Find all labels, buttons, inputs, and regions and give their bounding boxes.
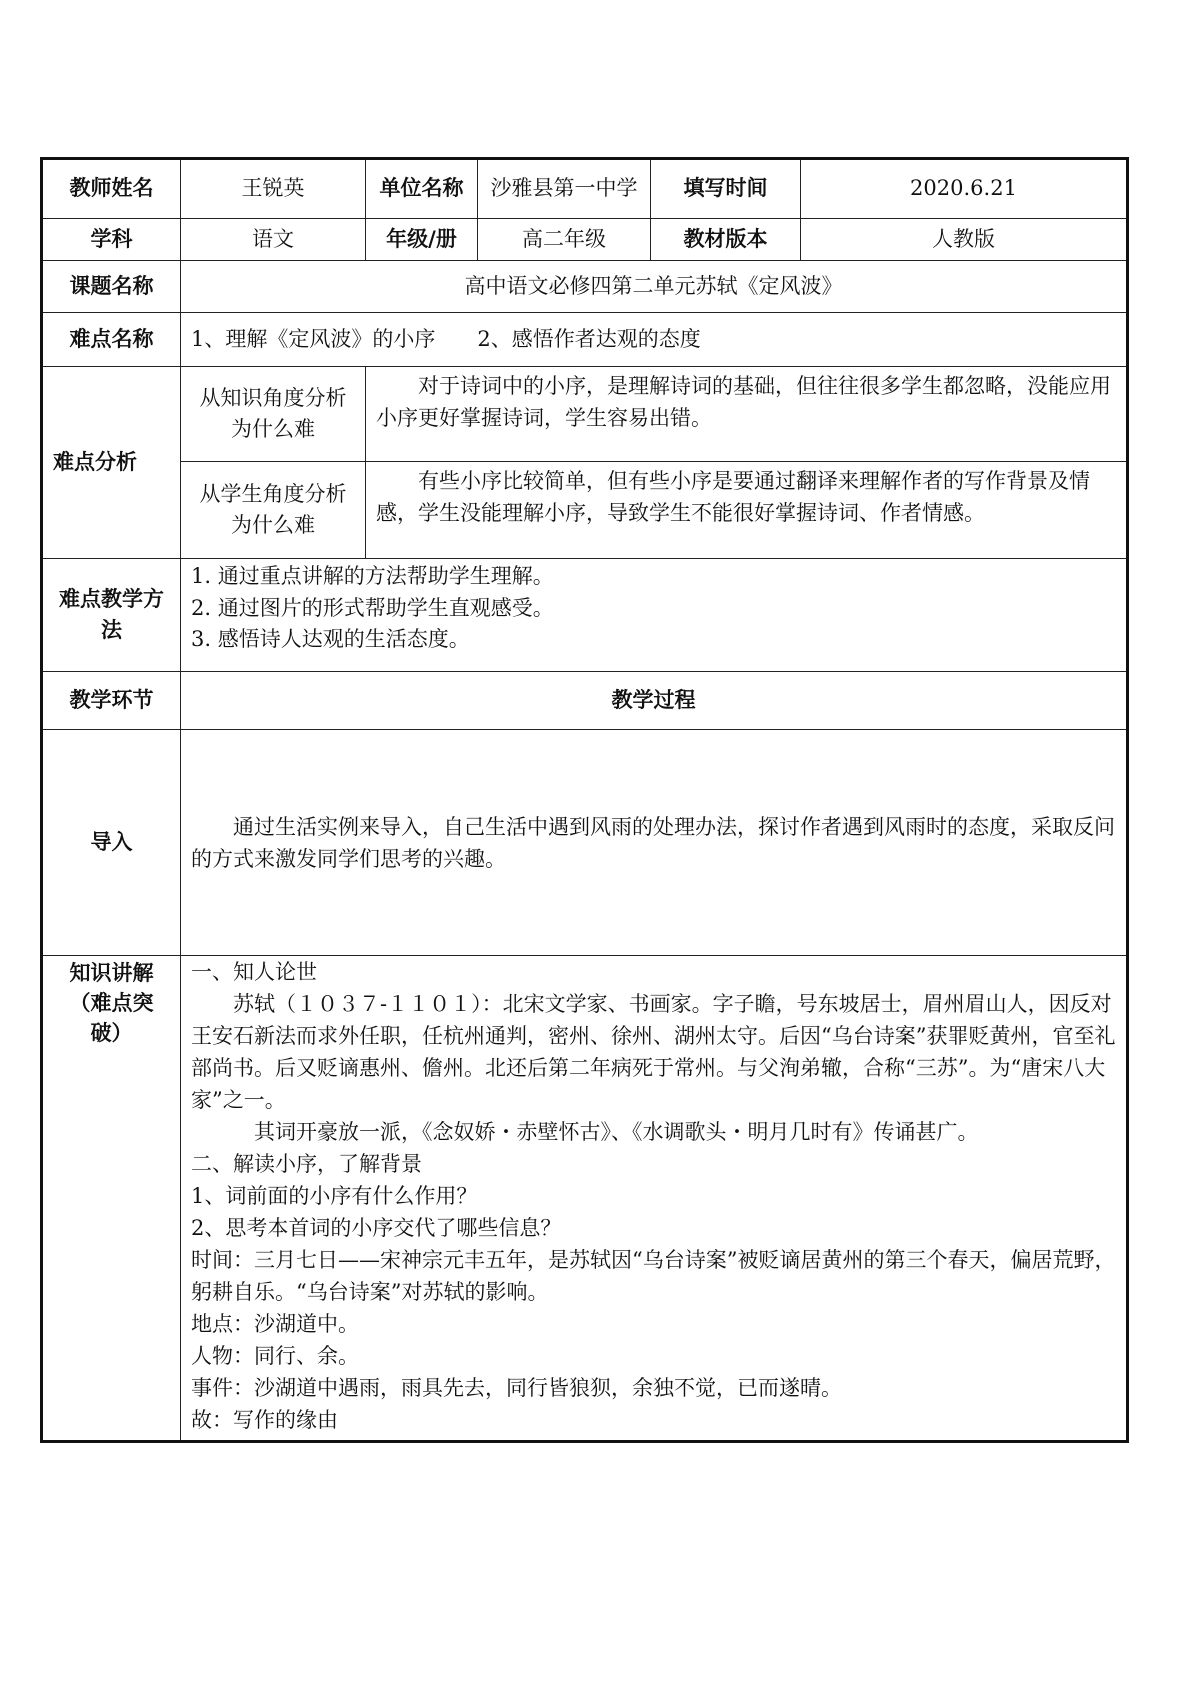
- knowledge-label: 知识讲解（难点突破）: [42, 956, 181, 1442]
- student-angle-label: 从学生角度分析为什么难: [181, 462, 366, 559]
- knowledge-line: 二、解读小序，了解背景: [191, 1152, 422, 1176]
- knowledge-content: [181, 956, 1128, 1442]
- header-row-1: [42, 159, 1128, 219]
- difficulty-value: 1、理解《定风波》的小序 2、感悟作者达观的态度: [181, 313, 1128, 367]
- unit-name: 沙雅县第一中学: [478, 159, 651, 219]
- process-header-row: [42, 672, 1128, 730]
- grade: 高二年级: [478, 219, 651, 261]
- method-item: 2. 通过图片的形式帮助学生直观感受。: [191, 595, 554, 620]
- topic-value: 高中语文必修四第二单元苏轼《定风波》: [181, 261, 1128, 313]
- intro-paragraph: 通过生活实例来导入，自己生活中遇到风雨的处理办法，探讨作者遇到风雨时的态度，采取反问的方式来激发同学们思考的兴趣。: [191, 814, 1115, 871]
- date-label: 填写时间: [651, 159, 801, 219]
- knowledge-line: 故：写作的缘由: [191, 1408, 338, 1432]
- grade-label: 年级/册: [366, 219, 478, 261]
- methods-list: [181, 559, 1128, 672]
- student-angle-text: [366, 462, 1128, 559]
- knowledge-line: 一、知人论世: [191, 960, 317, 984]
- subject: 语文: [181, 219, 366, 261]
- intro-label: 导入: [42, 730, 181, 956]
- knowledge-angle-text: [366, 367, 1128, 462]
- fill-date: 2020.6.21: [801, 159, 1128, 219]
- intro-cell: [181, 730, 1128, 956]
- method-item: 1. 通过重点讲解的方法帮助学生理解。: [191, 564, 554, 588]
- knowledge-row: [42, 956, 1128, 1442]
- analysis-row-student: [42, 462, 1128, 559]
- analysis-label: 难点分析: [42, 367, 181, 559]
- knowledge-line: 1、词前面的小序有什么作用？: [191, 1184, 478, 1208]
- edition-label: 教材版本: [651, 219, 801, 261]
- lesson-plan-table: [40, 157, 1129, 1443]
- analysis-row-knowledge: [42, 367, 1128, 462]
- stage-label: 教学环节: [42, 672, 181, 730]
- methods-label: 难点教学方法: [42, 559, 181, 672]
- knowledge-line: 2、思考本首词的小序交代了哪些信息？: [191, 1216, 562, 1240]
- knowledge-line: 苏轼（１０３７-１１０１）：北宋文学家、书画家。字子瞻，号东坡居士，眉州眉山人，因反对王安石新法而求外任职，任杭州通判，密州、徐州、湖州太守。后因“乌台诗案”获罪贬黄州，官至礼部尚书。后又贬谪惠州、儋州。北还后第二年病死于常州。与父洵弟辙，合称“三苏”。为“唐宋八大家”之一。: [191, 992, 1116, 1112]
- difficulty-label: 难点名称: [42, 313, 181, 367]
- student-angle-paragraph: 有些小序比较简单，但有些小序是要通过翻译来理解作者的写作背景及情感，学生没能理解小序，导致学生不能很好掌握诗词、作者情感。: [376, 469, 1090, 525]
- difficulty-row: [42, 313, 1128, 367]
- lesson-plan-sheet: [40, 157, 1126, 1443]
- topic-row: [42, 261, 1128, 313]
- teacher-name: 王锐英: [181, 159, 366, 219]
- knowledge-line: 地点：沙湖道中。: [191, 1312, 359, 1336]
- methods-row: [42, 559, 1128, 672]
- header-row-2: [42, 219, 1128, 261]
- knowledge-line: 人物：同行、余。: [191, 1344, 359, 1368]
- topic-label: 课题名称: [42, 261, 181, 313]
- knowledge-line: 其词开豪放一派，《念奴娇・赤壁怀古》、《水调歌头・明月几时有》传诵甚广。: [254, 1120, 979, 1144]
- edition: 人教版: [801, 219, 1128, 261]
- intro-row: [42, 730, 1128, 956]
- unit-name-label: 单位名称: [366, 159, 478, 219]
- knowledge-line: 时间：三月七日——宋神宗元丰五年，是苏轼因“乌台诗案”被贬谪居黄州的第三个春天，偏居荒野，躬耕自乐。“乌台诗案”对苏轼的影响。: [191, 1248, 1116, 1304]
- teacher-name-label: 教师姓名: [42, 159, 181, 219]
- subject-label: 学科: [42, 219, 181, 261]
- method-item: 3. 感悟诗人达观的生活态度。: [191, 627, 470, 651]
- knowledge-angle-paragraph: 对于诗词中的小序，是理解诗词的基础，但往往很多学生都忽略，没能应用小序更好掌握诗词，学生容易出错。: [376, 374, 1111, 430]
- knowledge-angle-label: 从知识角度分析为什么难: [181, 367, 366, 462]
- knowledge-line: 事件：沙湖道中遇雨，雨具先去，同行皆狼狈，余独不觉，已而遂晴。: [191, 1376, 842, 1400]
- process-label: 教学过程: [181, 672, 1128, 730]
